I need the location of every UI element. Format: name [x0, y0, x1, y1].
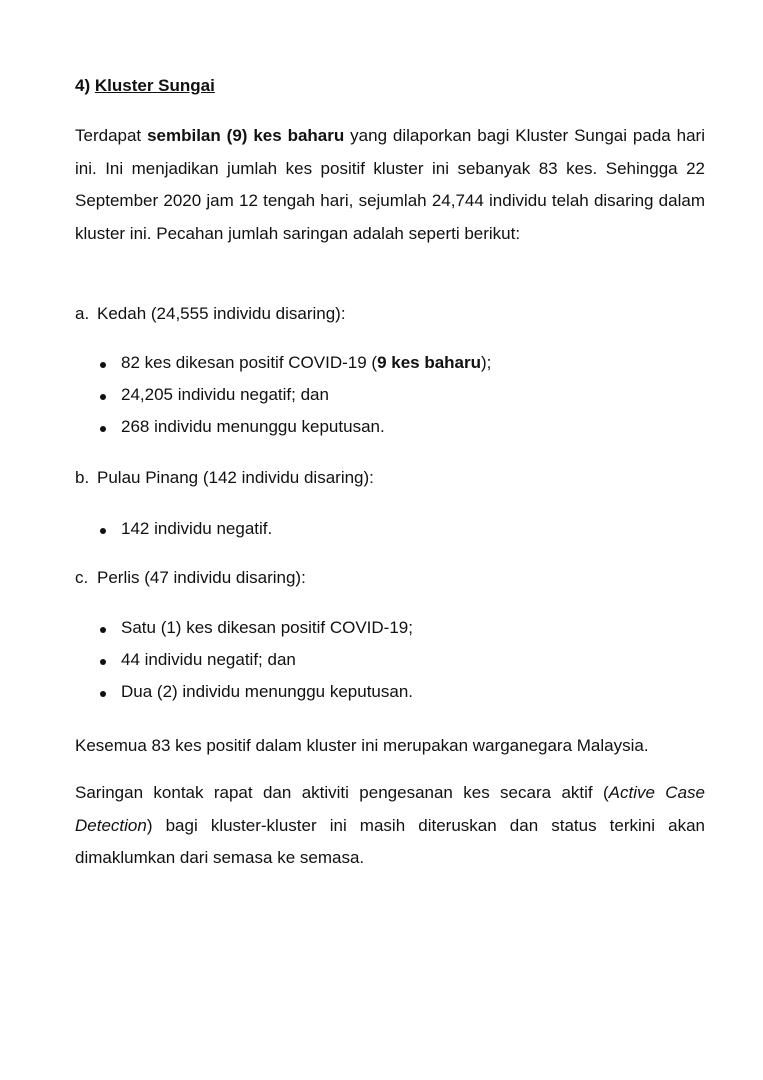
- summary-paragraph: Kesemua 83 kes positif dalam kluster ini merupakan warganegara Malaysia.: [75, 736, 649, 755]
- kedah-bullet-list: [97, 347, 491, 443]
- state-title: Kedah (24,555 individu disaring):: [97, 304, 346, 323]
- intro-text-rest: yang dilaporkan bagi Kluster Sungai pada hari ini. Ini menjadikan jumlah kes positif kluster ini sebanyak 83 kes. Sehingga 22 September 2020 jam 12 tengah hari, sejumlah 24,744 individu telah disaring dalam kluster ini. Pecahan jumlah saringan adalah seperti berikut:: [75, 126, 705, 243]
- list-item: 44 individu negatif; dan: [97, 644, 413, 676]
- perlis-bullet-list: [97, 612, 413, 708]
- list-label: c.: [75, 568, 89, 587]
- bullet-icon: [100, 691, 106, 697]
- list-item: 142 individu negatif.: [97, 513, 272, 545]
- section-number: 4): [75, 76, 91, 95]
- bullet-icon: [100, 362, 106, 368]
- list-item: 82 kes dikesan positif COVID-19 (9 kes baharu);: [97, 347, 491, 379]
- list-label: a.: [75, 304, 90, 323]
- pulau-pinang-bullet-list: [97, 513, 272, 545]
- bullet-icon: [100, 426, 106, 432]
- list-item: Dua (2) individu menunggu keputusan.: [97, 676, 413, 708]
- intro-text: Terdapat: [75, 126, 148, 145]
- intro-bold: sembilan (9) kes baharu: [147, 126, 345, 145]
- bullet-icon: [100, 627, 106, 633]
- list-item: 24,205 individu negatif; dan: [97, 379, 491, 411]
- list-item: Satu (1) kes dikesan positif COVID-19;: [97, 612, 413, 644]
- list-label: b.: [75, 468, 90, 487]
- state-kedah-heading: [75, 302, 346, 326]
- bullet-icon: [100, 394, 106, 400]
- list-item: 268 individu menunggu keputusan.: [97, 411, 491, 443]
- bullet-icon: [100, 528, 106, 534]
- state-title: Perlis (47 individu disaring):: [97, 568, 306, 587]
- section-heading: [75, 76, 215, 96]
- intro-paragraph: [75, 120, 705, 250]
- bullet-icon: [100, 659, 106, 665]
- closing-italic: Active Case Detection: [75, 783, 705, 835]
- state-perlis-heading: [75, 566, 306, 590]
- closing-paragraph: Saringan kontak rapat dan aktiviti pengesanan kes secara aktif (Active Case Detection) bagi kluster-kluster ini masih diteruskan dan status terkini akan dimaklumkan dari semasa ke semasa.: [75, 783, 705, 867]
- state-pulau-pinang-heading: [75, 466, 374, 490]
- state-title: Pulau Pinang (142 individu disaring):: [97, 468, 374, 487]
- section-title: Kluster Sungai: [94, 76, 215, 95]
